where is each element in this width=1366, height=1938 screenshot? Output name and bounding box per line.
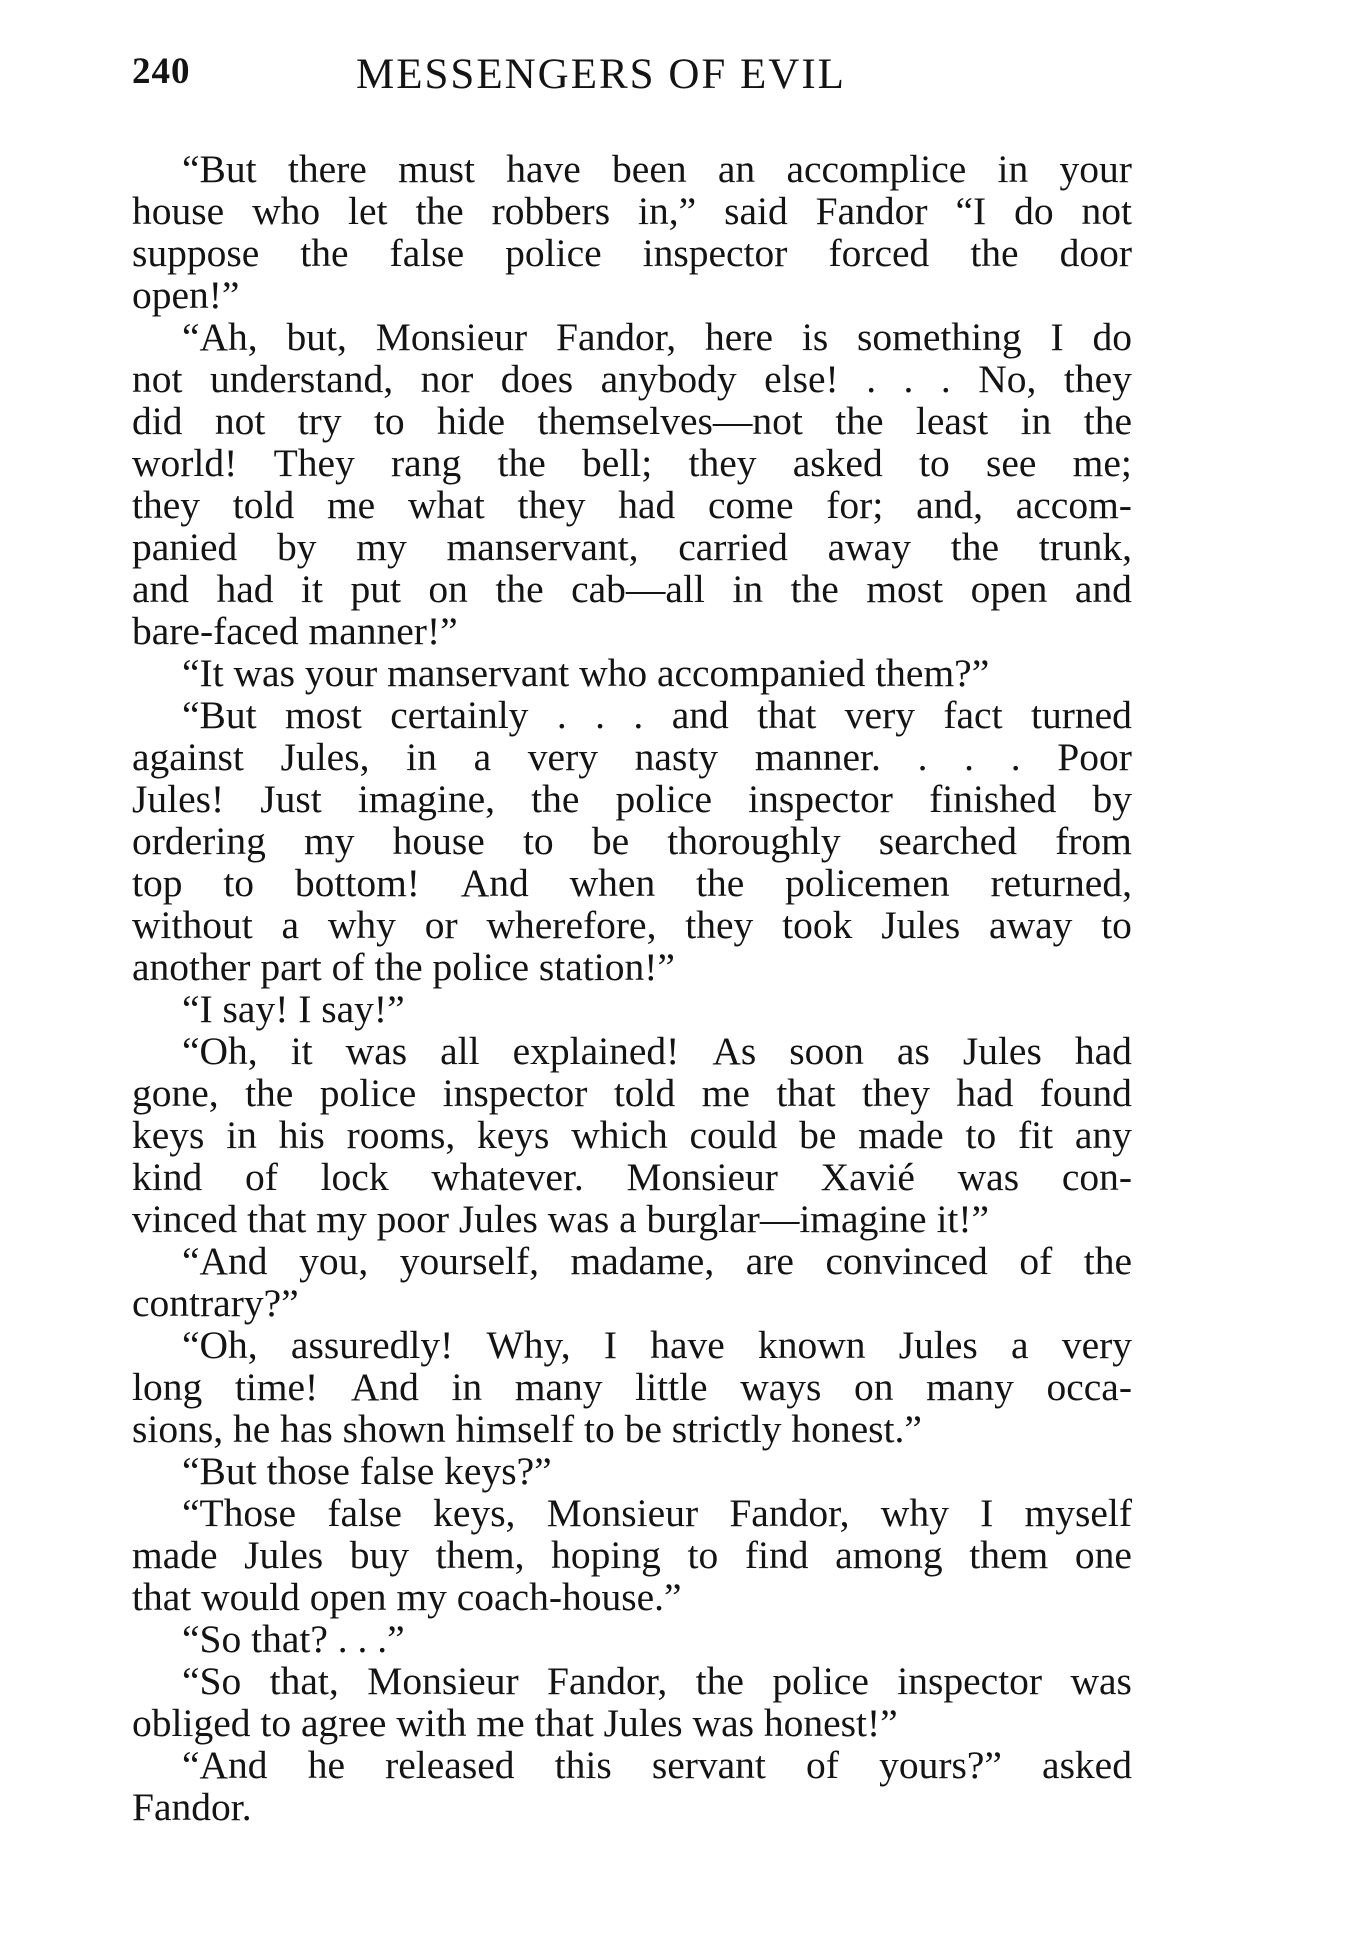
text-line: “But there must have been an accomplice in your (182, 147, 1132, 191)
paragraph (132, 1240, 1132, 1324)
paragraph (132, 694, 1132, 988)
text-line: against Jules, in a very nasty manner. . . . Poor (132, 735, 1132, 779)
text-line: “So that, Monsieur Fandor, the police inspector was (182, 1659, 1132, 1703)
text-line: obliged to agree with me that Jules was honest!” (132, 1701, 898, 1745)
paragraph (132, 1618, 1132, 1660)
text-line: did not try to hide themselves—not the least in the (132, 399, 1132, 443)
paragraph (132, 316, 1132, 652)
text-line: kind of lock whatever. Monsieur Xavié was con- (132, 1155, 1132, 1199)
text-line: house who let the robbers in,” said Fandor “I do not (132, 189, 1132, 233)
text-line: bare-faced manner!” (132, 609, 458, 653)
paragraph (132, 652, 1132, 694)
text-line: “Oh, assuredly! Why, I have known Jules a very (182, 1323, 1132, 1367)
page-header (132, 50, 1132, 110)
text-line: made Jules buy them, hoping to find among them one (132, 1533, 1132, 1577)
running-head: MESSENGERS OF EVIL (356, 51, 846, 98)
text-line: “So that? . . .” (182, 1617, 405, 1661)
text-line: they told me what they had come for; and, accom- (132, 483, 1132, 527)
paragraph (132, 1030, 1132, 1240)
text-line: without a why or wherefore, they took Jules away to (132, 903, 1132, 947)
text-line: vinced that my poor Jules was a burglar—imagine it!” (132, 1197, 990, 1241)
text-line: open!” (132, 273, 240, 317)
paragraph (132, 148, 1132, 316)
text-line: “I say! I say!” (182, 987, 405, 1031)
text-line: that would open my coach-house.” (132, 1575, 682, 1619)
paragraph (132, 1450, 1132, 1492)
text-line: “Oh, it was all explained! As soon as Jules had (182, 1029, 1132, 1073)
text-line: top to bottom! And when the policemen returned, (132, 861, 1132, 905)
text-line: ordering my house to be thoroughly searched from (132, 819, 1132, 863)
paragraph (132, 1324, 1132, 1450)
text-line: and had it put on the cab—all in the most open and (132, 567, 1132, 611)
text-line: “But those false keys?” (182, 1449, 552, 1493)
text-line: Jules! Just imagine, the police inspector finished by (132, 777, 1132, 821)
text-line: world! They rang the bell; they asked to see me; (132, 441, 1132, 485)
text-line: “It was your manservant who accompanied them?” (182, 651, 990, 695)
text-line: long time! And in many little ways on many occa- (132, 1365, 1132, 1409)
text-line: not understand, nor does anybody else! . . . No, they (132, 357, 1132, 401)
text-line: “But most certainly . . . and that very fact turned (182, 693, 1132, 737)
text-line: sions, he has shown himself to be strictly honest.” (132, 1407, 922, 1451)
paragraph (132, 1660, 1132, 1744)
text-line: Fandor. (132, 1785, 252, 1829)
text-line: suppose the false police inspector forced the door (132, 231, 1132, 275)
text-line: “And he released this servant of yours?” asked (182, 1743, 1132, 1787)
page-number: 240 (132, 51, 191, 92)
paragraph (132, 1492, 1132, 1618)
text-line: contrary?” (132, 1281, 299, 1325)
paragraph (132, 1744, 1132, 1828)
text-line: keys in his rooms, keys which could be made to fit any (132, 1113, 1132, 1157)
text-line: “And you, yourself, madame, are convinced of the (182, 1239, 1132, 1283)
paragraph (132, 988, 1132, 1030)
body-text (132, 148, 1132, 1828)
text-line: gone, the police inspector told me that they had found (132, 1071, 1132, 1115)
text-line: another part of the police station!” (132, 945, 675, 989)
text-line: “Ah, but, Monsieur Fandor, here is something I do (182, 315, 1132, 359)
text-line: panied by my manservant, carried away the trunk, (132, 525, 1132, 569)
text-line: “Those false keys, Monsieur Fandor, why I myself (182, 1491, 1132, 1535)
